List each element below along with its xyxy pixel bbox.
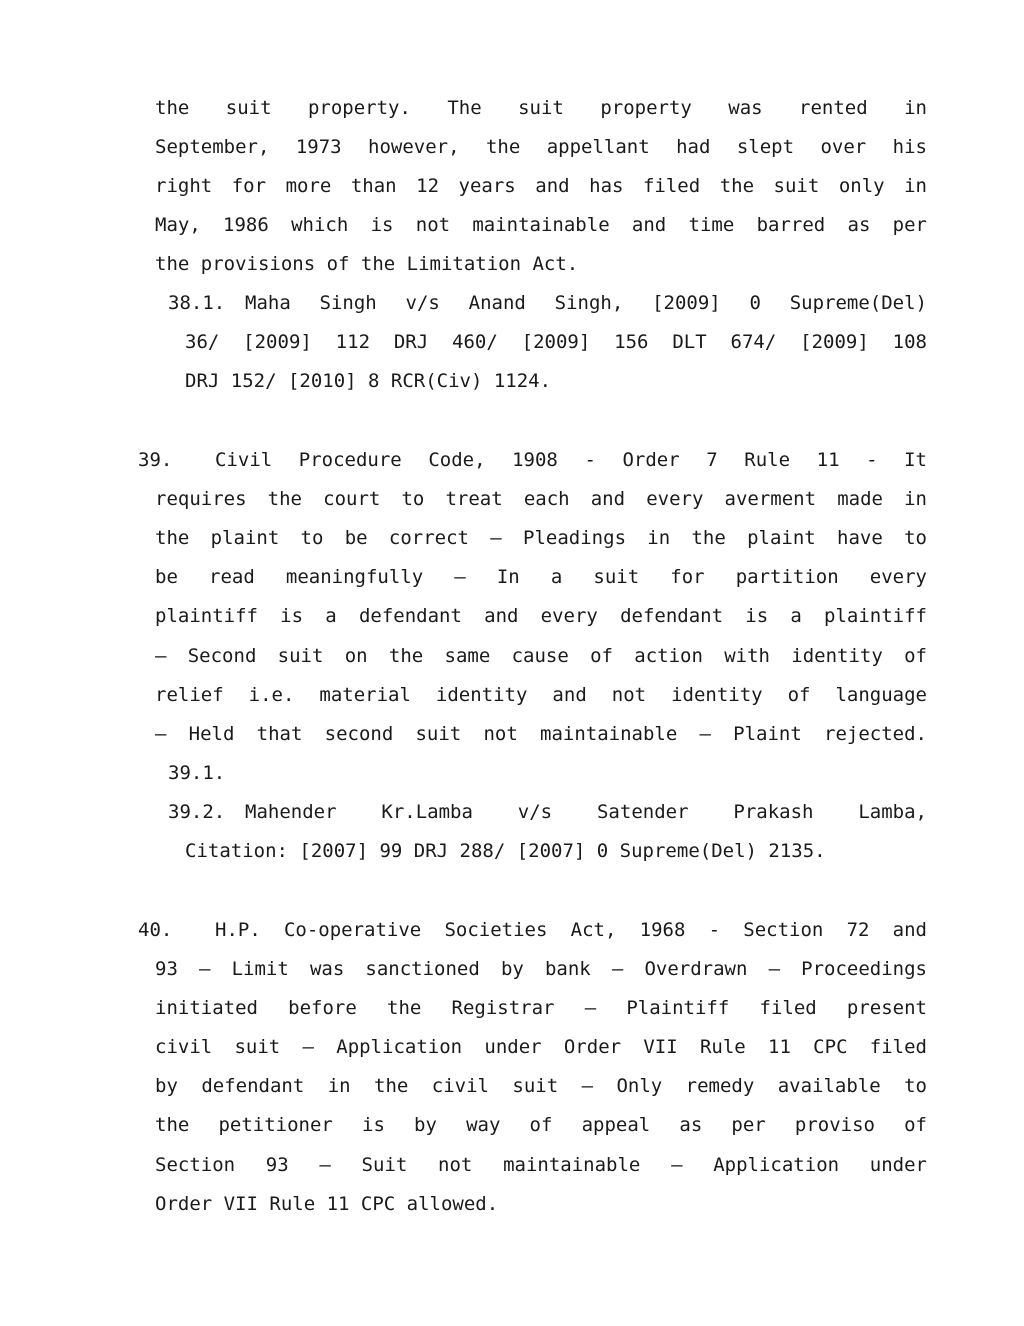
- paragraph-line: be read meaningfully – In a suit for partition every: [155, 566, 927, 588]
- paragraph-line: – Second suit on the same cause of action with identity of: [155, 645, 927, 667]
- subitem-number: 38.1.: [168, 292, 226, 314]
- paragraph-line: requires the court to treat each and every averment made in: [155, 488, 927, 510]
- paragraph-line: Order VII Rule 11 CPC allowed.: [155, 1193, 499, 1215]
- citation-line: 36/ [2009] 112 DRJ 460/ [2009] 156 DLT 674/ [2009] 108: [185, 331, 927, 353]
- paragraph-line: Civil Procedure Code, 1908 - Order 7 Rule 11 - It: [215, 449, 927, 471]
- subitem-number: 39.2.: [168, 801, 226, 823]
- paragraph-line: the provisions of the Limitation Act.: [155, 253, 579, 275]
- paragraph-line: September, 1973 however, the appellant had slept over his: [155, 136, 927, 158]
- paragraph-line: May, 1986 which is not maintainable and time barred as per: [155, 214, 927, 236]
- paragraph-line: by defendant in the civil suit – Only remedy available to: [155, 1075, 927, 1097]
- paragraph-number: 39.: [138, 449, 173, 471]
- citation-line: Maha Singh v/s Anand Singh, [2009] 0 Supreme(Del): [245, 292, 927, 314]
- paragraph-line: – Held that second suit not maintainable – Plaint rejected.: [155, 723, 927, 745]
- paragraph-line: the suit property. The suit property was rented in: [155, 97, 927, 119]
- citation-line: Mahender Kr.Lamba v/s Satender Prakash Lamba,: [245, 801, 927, 823]
- paragraph-number: 40.: [138, 919, 173, 941]
- paragraph-line: H.P. Co-operative Societies Act, 1968 - Section 72 and: [215, 919, 927, 941]
- paragraph-line: the plaint to be correct – Pleadings in the plaint have to: [155, 527, 927, 549]
- paragraph-line: 93 – Limit was sanctioned by bank – Overdrawn – Proceedings: [155, 958, 927, 980]
- citation-line: DRJ 152/ [2010] 8 RCR(Civ) 1124.: [185, 370, 552, 392]
- paragraph-line: the petitioner is by way of appeal as per proviso of: [155, 1114, 927, 1136]
- paragraph-line: initiated before the Registrar – Plaintiff filed present: [155, 997, 927, 1019]
- paragraph-line: plaintiff is a defendant and every defendant is a plaintiff: [155, 605, 927, 627]
- paragraph-line: right for more than 12 years and has filed the suit only in: [155, 175, 927, 197]
- citation-line: Citation: [2007] 99 DRJ 288/ [2007] 0 Supreme(Del) 2135.: [185, 840, 826, 862]
- paragraph-line: relief i.e. material identity and not identity of language: [155, 684, 927, 706]
- paragraph-line: Section 93 – Suit not maintainable – Application under: [155, 1154, 927, 1176]
- subitem-number: 39.1.: [168, 762, 226, 784]
- paragraph-line: civil suit – Application under Order VII Rule 11 CPC filed: [155, 1036, 927, 1058]
